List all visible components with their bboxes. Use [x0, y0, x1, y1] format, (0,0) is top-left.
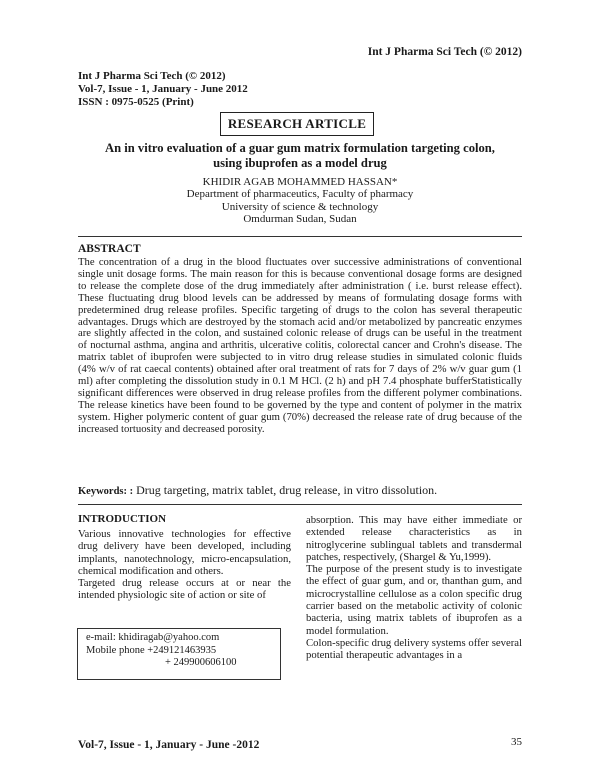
article-type-box: RESEARCH ARTICLE [220, 112, 374, 136]
introduction-heading: INTRODUCTION [78, 513, 167, 525]
intro-left-column [78, 528, 291, 602]
intro-paragraph: Targeted drug release occurs at or near the intended physiologic site of action or site of [78, 577, 291, 602]
divider-top [78, 236, 522, 237]
author-block [78, 176, 522, 226]
author-university: University of science & technology [221, 200, 379, 213]
intro-paragraph: The purpose of the present study is to investigate the effect of guar gum, and or, thanthan gum, and microcrystalline cellulose as a colon specific drug carrier based on the metabolic activity of colonic bacteria, using matrix tablets of ibuprofen as a model formulation. [306, 563, 522, 637]
keywords-label: Keywords: : [78, 486, 134, 497]
journal-info [78, 70, 248, 109]
article-title [78, 141, 522, 171]
abstract-text: The concentration of a drug in the blood fluctuates over successive administrations of conventional single unit dosage forms. The main reason for this is because conventional dosage forms are designed to release the complete dose of the drug immediately after administration ( i.e. burst release effect). These fluctuating drug blood levels can be addressed by means of formulating dosage forms with predetermined drug release profiles. Specific targeting of drugs to the colon has several therapeutic advantages. Drugs which are destroyed by the stomach acid and/or metabolized by pancreatic enzymes are slightly affected in the colon, and sustained colonic release of drugs can be useful in the treatment of nocturnal asthma, angina and arthritis, ulcerative colitis, colorectal cancer and Crohn's disease. The matrix tablet of ibuprofen were subjected to in vitro drug release studies in simulated colonic fluids (4% w/v of rat caecal contents) obtained after oral treatment of rats for 7 days of 2% w/v guar gum (1 ml) after completing the dissolution study in 0.1 M HCl. (2 h) and pH 7.4 phosphate bufferStatistically significant differences were observed in drug release profiles from the different polymer combinations. The release kinetics have been found to be governed by the type and content of polymer in the matrix system. Higher polymeric content of guar gum (70%) decreased the release rate of drug because of the increased tortuosity and decreased porosity. [78, 256, 522, 435]
keywords-line [78, 483, 522, 498]
journal-issn: ISSN : 0975-0525 (Print) [78, 96, 194, 108]
page-number: 35 [511, 736, 522, 748]
title-line-2: using ibuprofen as a model drug [213, 156, 387, 170]
divider-middle [78, 504, 522, 505]
keywords-text: Drug targeting, matrix tablet, drug release, in vitro dissolution. [133, 483, 438, 497]
intro-paragraph: Various innovative technologies for effective drug delivery have been developed, including implants, nanotechnology, micro-encapsulation, chemical modification and others. [78, 528, 291, 577]
journal-issue: Vol-7, Issue - 1, January - June 2012 [78, 83, 248, 95]
intro-paragraph: Colon-specific drug delivery systems offer several potential therapeutic advantages in a [306, 636, 522, 662]
journal-name: Int J Pharma Sci Tech (© 2012) [78, 70, 226, 82]
contact-box [77, 628, 281, 680]
intro-paragraph: absorption. This may have either immediate or extended release characteristics as in nitroglycerine sublingual tablets and transdermal patches, respectively, (Shargel & Yu,1999). [306, 514, 522, 563]
author-department: Department of pharmaceutics, Faculty of pharmacy [186, 188, 414, 201]
contact-phone: Mobile phone +249121463935 [86, 644, 217, 656]
running-head: Int J Pharma Sci Tech (© 2012) [367, 46, 522, 58]
title-line-1: An in vitro evaluation of a guar gum matrix formulation targeting colon, [105, 141, 495, 155]
contact-email: e-mail: khidiragab@yahoo.com [86, 632, 220, 643]
author-location: Omdurman Sudan, Sudan [243, 213, 357, 226]
contact-phone-alt: + 249900606100 [165, 657, 237, 668]
intro-right-column [306, 514, 522, 662]
footer-issue: Vol-7, Issue - 1, January - June -2012 [78, 739, 260, 751]
author-name: KHIDIR AGAB MOHAMMED HASSAN* [202, 176, 398, 188]
abstract-heading: ABSTRACT [78, 243, 141, 255]
